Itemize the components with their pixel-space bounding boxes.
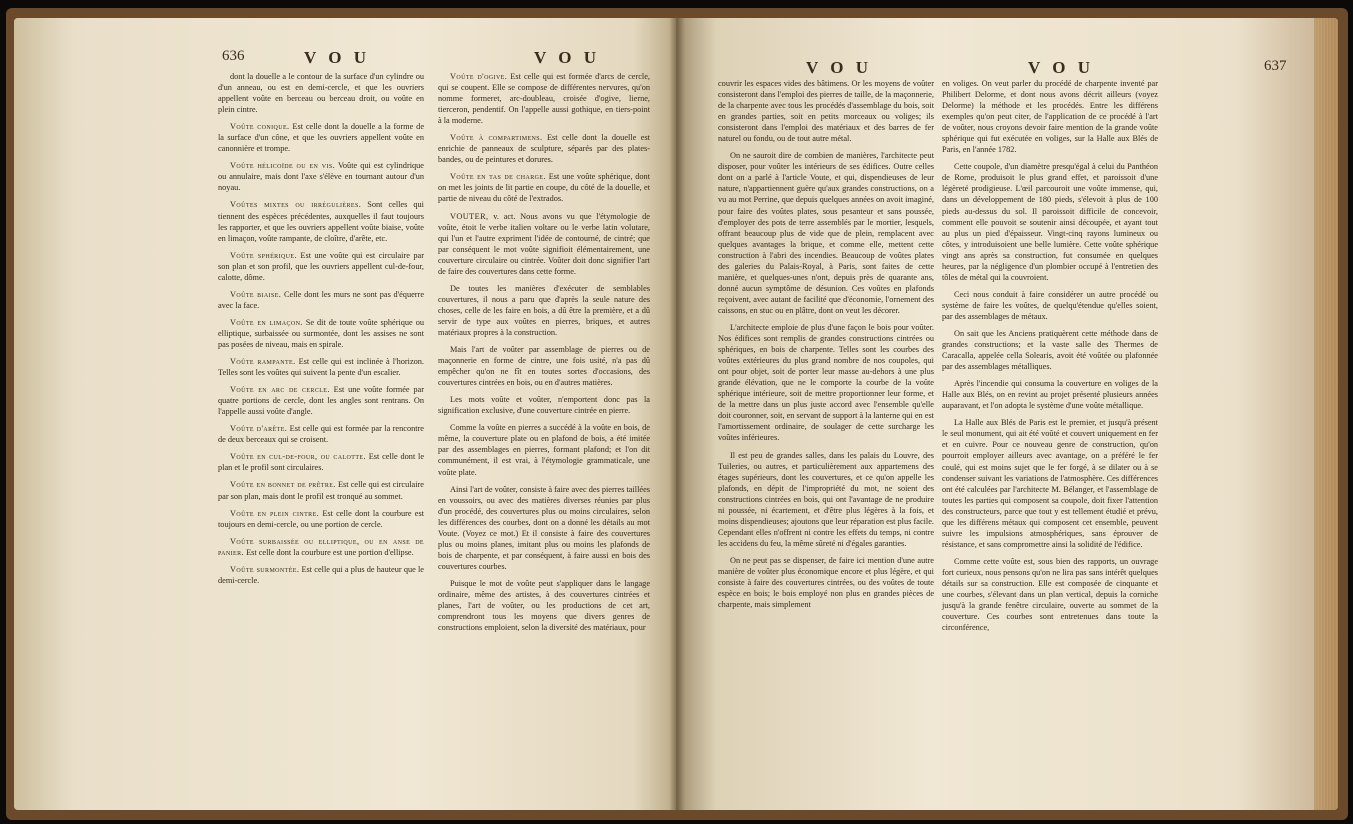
paragraph-text: Comme la voûte en pierres a succédé à la voûte en bois, de même, la couverture plate ou en plafond de bois, a été imitée par des assemblages en pierres, formant plafond; et l'on dit communément, il est vrai, à l'étymologie grammaticale, une voûte plate.	[438, 423, 650, 477]
paragraph-text: On ne sauroit dire de combien de manières, l'architecte peut disposer, pour voûter les intérieurs de ses édifices. Outre celles dont on a parlé à l'article Voute, et qui, dispendieuses de leur nature, n'appartiennent guère qu'aux grandes constructions, on a vu au mot Perrine, que depuis quelques années on avoit imaginé, pour faire des voûtes plates, sous pesanteur et sans poussée, d'employer des pots de terre assemblés par le mortier, lesquels, offrant beaucoup plus de vide que de plein, remplacent avec quelques avantages la brique, et comme elle, mettent cette construction à l'abri des incendies. Beaucoup de voûtes plates des galeries du Palais-Royal, à Paris, sont faites de cette manière, et quelques-unes n'ont, depuis près de quarante ans, donné aucun symptôme de désunion. Ces voûtes en plafonds reçoivent, avec autant de facilité que d'économie, l'ornement des caissons, en stuc ou en plâtre, dont on veut les décorer.	[718, 151, 934, 315]
paragraph-text: On ne peut pas se dispenser, de faire ici mention d'une autre manière de voûter plus économique encore et plus légère, et qui consiste à faire des couvertures cintrées, ou des voûtes de toute espèce en bois; le bois employé non plus en grandes pièces de charpente, mais simplement	[718, 555, 934, 610]
paragraph	[438, 171, 650, 204]
entry-heading: Voûte en limaçon.	[230, 317, 303, 327]
left-column-2	[438, 71, 650, 639]
paragraph	[218, 564, 424, 586]
left-running-head-col1: V O U	[304, 48, 370, 67]
paragraph	[438, 344, 650, 388]
paragraph-text: De toutes les manières d'exécuter de semblables couvertures, il nous a paru que d'après la seule nature des choses, celle de les faire en bois, a dû être la première, et a dû servir de type aux voûtes en pierres, briques, et autres matériaux propres à la construction.	[438, 283, 650, 337]
paragraph-text: Comme cette voûte est, sous bien des rapports, un ouvrage fort curieux, nous pensons qu'on ne lira pas sans intérêt quelques détails sur sa construction. Elle est composée de cinquante et une courbes, s'élevant dans un plan vertical, depuis la corniche jusqu'à la grande fenêtre circulaire, ouverte au sommet de la couverture. Ces courbes sont entretenues dans toute la circonférence,	[942, 556, 1158, 633]
paragraph-text: L'architecte emploie de plus d'une façon le bois pour voûter. Nos édifices sont remplis de grandes constructions cintrées ou sphériques, en bois de charpente. Telles sont les courbes des voûtes extérieures du plus grand nombre de nos coupoles, qui ont pour objet, soit de porter leur masse au-dehors à une plus grande élévation, que ne le comporte la courbe de la voûte sphérique intérieure, soit de mettre proportionner leur forme, et de la mettre dans un plus juste accord avec l'ensemble qu'elle doit couronner, soit, en servant de support à la lanterne qui en est l'amortissement ordinaire, de soulager de cette surcharge les voûtes inférieures.	[718, 322, 934, 443]
paragraph	[218, 536, 424, 558]
paragraph	[218, 199, 424, 243]
paragraph	[942, 378, 1158, 411]
entry-heading: Voûte en tas de charge.	[450, 172, 546, 182]
paragraph-text: Est celle dont la douelle a la forme de la surface d'un cône, et que les ouvriers appellent voûte en canonnière et trompe.	[218, 122, 425, 154]
paragraph-text: couvrir les espaces vides des bâtimens. Or les moyens de voûter consisteront dans l'emploi des pierres de taille, de la maçonnerie, de la charpente avec tous les procédés d'assemblage du bois, soit en grandes parties, soit en petits morceaux ou voliges; ils consisteront dans l'emploi des matériaux et des barres de fer naturel ou fondu, ou de tout autre métal.	[718, 79, 934, 144]
entry-heading: Voûte à compartimens.	[450, 133, 543, 143]
paragraph-text: Est celle dont la courbure est une portion d'ellipse.	[244, 547, 414, 557]
paragraph-text: Est une voûte qui est circulaire par son plan et son profil, que les ouvriers appellent cul-de-four, calotte, dôme.	[218, 250, 424, 282]
paragraph-text: Mais l'art de voûter par assemblage de pierres ou de maçonnerie en forme de cintre, une fois usité, n'a pas dû empêcher qu'on ne fît en toutes sortes d'occasions, des couvertures cintrées en bois, ou en d'autres matières.	[438, 345, 650, 388]
paragraph-text: On sait que les Anciens pratiquèrent cette méthode dans de grandes constructions; et la vaste salle des Thermes de Caracalla, appelée cella Solearis, avoit été voûtée ou plafonnée par des assemblages métalliques.	[942, 328, 1158, 372]
paragraph-text: v. act. Nous avons vu que l'étymologie de voûte, étoit le verbe italien voltare ou le verbe latin volutare, qui l'un et l'autre expriment l'idée de contourné, de cintré; que par conséquent le mot voûte signifioit élémentairement, une couverture circulaire ou cintrée. Voûter doit donc signifier l'art de faire des couvertures dans cette forme.	[438, 211, 650, 276]
right-running-head-col1: V O U	[806, 58, 872, 77]
paragraph	[718, 450, 934, 549]
paragraph	[438, 394, 650, 416]
paragraph-text: Puisque le mot de voûte peut s'appliquer dans le langage ordinaire, même des artistes, à des couvertures cintrées et planes, l'art de voûter, ou les productions de cet art, comprendront tous les moyens que divers genres de constructions emploient, selon la diversité des matériaux, pour	[438, 578, 650, 633]
entry-heading: Voûte surbaissée ou elliptique, ou en anse de panier.	[218, 536, 424, 557]
paragraph-text: Ceci nous conduit à faire considérer un autre procédé ou système de faire les voûtes, de quelqu'étendue qu'elles soient, par des assemblages de métaux.	[942, 289, 1158, 321]
paragraph	[218, 250, 424, 283]
paragraph	[218, 508, 424, 530]
paragraph	[218, 71, 424, 115]
paragraph	[438, 484, 650, 572]
paragraph	[218, 356, 424, 378]
paragraph-text: en voliges. On veut parler du procédé de charpente inventé par Philibert Delorme, et dont nous avons décrit ailleurs (voyez Delorme) la méthode et les procédés. Entre les différens exemples qu'on peut citer, de l'application de ce procédé à l'art de voûter, nous croyons devoir faire mention de la grande voûte sphérique qui fut exécutée en voliges, sur la Halle aux Blés de Paris, en l'année 1782.	[942, 79, 1158, 155]
entry-heading: Voûte en plein cintre.	[230, 508, 320, 518]
paragraph	[218, 384, 424, 417]
paragraph	[942, 78, 1158, 155]
paragraph	[218, 289, 424, 311]
paragraph-text: Voûte qui est cylindrique ou annulaire, mais dont l'axe s'élève en tournant autour d'un noyau.	[218, 161, 424, 193]
left-running-head-col2: V O U	[534, 48, 600, 67]
paragraph	[718, 555, 934, 610]
entry-heading: Voûte en cul-de-four, ou calotte.	[230, 452, 366, 462]
entry-heading: Voûtes mixtes ou irrégulières.	[230, 200, 362, 210]
paragraph	[718, 78, 934, 144]
right-page	[676, 18, 1338, 810]
book-gutter	[669, 18, 685, 810]
entry-heading: Voûte d'arête.	[230, 424, 288, 434]
paragraph-text: Est celle qui est inclinée à l'horizon. Telles sont les voûtes qui suivent la pente d'un escalier.	[218, 357, 424, 378]
entry-heading: Voûte surmontée.	[230, 564, 300, 574]
paragraph-text: Est celle qui est formée d'arcs de cercle, qui se coupent. Elle se compose de différentes nervures, qu'on nomme formeret, arc-doubleau, croisée d'ogive, lierne, tierceron, pendentif. On l'appelle aussi gothique, en tiers-point à la moderne.	[438, 72, 650, 126]
paragraph-text: Cette coupole, d'un diamètre presqu'égal à celui du Panthéon de Rome, produisoit le plus grand effet, et paroissoit d'une légèreté prodigieuse. L'œil parcouroit une voûte immense, qui, dans un développement de 180 pieds, s'élevoit à plus de 100 pieds au-dessus du sol. Il paroissoit difficile de concevoir, comment elle pouvoit se soutenir ainsi découpée, et ayant tout au plus un pied d'épaisseur. Vingt-cinq rayons lumineux ou côtes, y introduisoient une belle lumière. Cette voûte sphérique vingt ans après sa construction, fut consumée en quelques heures, par la négligence d'un plombier occupé à l'entretien des tôles de métal qui la couvroient.	[942, 162, 1158, 282]
paragraph-text: Après l'incendie qui consuma la couverture en voliges de la Halle aux Blés, on en revint au projet présenté plusieurs années auparavant, et l'on adopta le système d'une voûte métallique.	[942, 379, 1158, 411]
entry-heading: Voûte d'ogive.	[450, 72, 508, 81]
paragraph	[942, 289, 1158, 322]
paragraph-text: Sont celles qui tiennent des espèces précédentes, auxquelles il faut toujours les rapporter, et que les ouvriers appellent voûte biaise, voûte en limaçon, voûte rampante, de cloître, d'arête, etc.	[218, 200, 424, 243]
paragraph-text: dont la douelle a le contour de la surface d'un cylindre ou d'un anneau, ou est en demi-cercle, et que les ouvriers appellent voûte en berceau ou berceau droit, ou voûte en plein cintre.	[218, 72, 424, 115]
paragraph	[942, 556, 1158, 633]
paragraph	[218, 160, 424, 193]
paragraph	[218, 423, 424, 445]
paragraph-text: Est celle qui est formée par la rencontre de deux berceaux qui se croisent.	[218, 424, 424, 445]
page-edges	[1314, 18, 1338, 810]
paragraph	[942, 161, 1158, 283]
left-page-number: 636	[222, 48, 245, 64]
paragraph-text: Est celle dont la courbure est toujours en demi-cercle, ou une portion de cercle.	[218, 508, 424, 529]
paragraph-text: Est une voûte sphérique, dont on met les joints de lit partie en coupe, du côté de la douelle, et partie de niveau du côté de l'extrados.	[438, 172, 651, 204]
paragraph-text: Celle dont les murs ne sont pas d'équerre avec la face.	[218, 289, 424, 310]
paragraph	[438, 422, 650, 477]
entry-heading: Voûte conique.	[230, 122, 290, 132]
right-column-1	[718, 78, 934, 616]
paragraph-text: Est celle qui a plus de hauteur que le demi-cercle.	[218, 564, 424, 585]
entry-heading: Voûte rampante.	[230, 357, 296, 367]
paragraph	[438, 283, 650, 338]
left-column-1	[218, 71, 424, 592]
paragraph	[218, 479, 424, 501]
paragraph	[438, 71, 650, 126]
paragraph	[942, 417, 1158, 550]
paragraph	[718, 150, 934, 316]
paragraph-text: Se dit de toute voûte sphérique ou elliptique, surbaissée ou surmontée, dont les assises ne sont pas posées de niveau, mais en spirale.	[218, 317, 425, 349]
right-running-head-col2: V O U	[1028, 58, 1094, 77]
right-column-2	[942, 78, 1158, 639]
paragraph-text: Il est peu de grandes salles, dans les palais du Louvre, des Tuileries, ou autres, et particulièrement aux appartemens des étages supérieurs, dont les couvertures, et ce qu'on appelle les plafonds, en dépit de l'impropriété du mot, ne soient des constructions cintrées en bois, qui ont l'avantage de ne produire ni poussée, ni écartement, et d'être plus légères à la fois, et moins dispendieuses; ajoutons que leur réparation est plus facile. Cependant elles n'offrent ni contre les effets du temps, ni contre les accidens du feu, la même sûreté ni d'égales garanties.	[718, 450, 934, 548]
paragraph	[438, 132, 650, 165]
paragraph-text: Est une voûte formée par quatre portions de cercle, dont les angles sont rentrans. On l'appelle aussi voûte d'angle.	[218, 385, 424, 417]
book-spread	[14, 18, 1338, 810]
entry-heading: Voûte en bonnet de prêtre.	[230, 480, 336, 490]
left-page	[14, 18, 676, 810]
paragraph	[438, 578, 650, 633]
paragraph-text: Est celle dont le plan et le profil sont circulaires.	[218, 452, 425, 473]
right-page-number: 637	[1264, 58, 1287, 74]
entry-heading: Voûte hélicoïde ou en vis.	[230, 161, 336, 171]
paragraph-text: Est celle qui est circulaire par son plan, mais dont le profil est tronqué au sommet.	[218, 480, 424, 501]
paragraph	[718, 322, 934, 444]
paragraph	[218, 317, 424, 350]
entry-heading: VOUTER,	[450, 211, 489, 221]
paragraph-text: Les mots voûte et voûter, n'emportent donc pas la signification exclusive, d'une couverture cintrée en pierre.	[438, 395, 650, 416]
entry-heading: Voûte en arc de cercle.	[230, 385, 330, 395]
paragraph-text: Ainsi l'art de voûter, consiste à faire avec des pierres taillées en voussoirs, ou avec des matières diverses réunies par plus d'un procédé, des couvertures plus ou moins circulaires, selon les différences des courbes, dont on a donné les détails au mot Voute. (Voyez ce mot.) Et il consiste à faire des couvertures plus ou moins planes, imitant plus ou moins les plafonds de bois de charpente, et par conséquent, à faire aussi en bois des couvertures courbes.	[438, 484, 650, 571]
entry-heading: Voûte sphérique.	[230, 250, 297, 260]
paragraph	[218, 121, 424, 154]
paragraph	[218, 451, 424, 473]
paragraph-text: La Halle aux Blés de Paris est le premier, et jusqu'à présent le seul monument, qui ait été voûté et couvert uniquement en fer et en cuivre. Pour ce nouveau genre de construction, qu'on pourroit employer ailleurs avec avantage, on a préféré le fer coulé, qui est moins sujet que le fer forgé, à se dilater ou à se condenser suivant les variations de l'atmosphère. Ces différences ont été calculées par l'architecte M. Bélanger, et l'assemblage de toutes les parties qui composent sa coupole, doit fixer l'attention des constructeurs, parce que tout y est tellement étudié et prévu, que les différens métaux qui composent cet ensemble, peuvent suivre les impulsions atmosphériques, sans éprouver de résistance, et sans compromettre ainsi la solidité de l'édifice.	[942, 418, 1158, 549]
paragraph	[438, 211, 650, 277]
paragraph-text: Est celle dont la douelle est enrichie de panneaux de sculpture, séparés par des plates-bandes, ou de peintures et dorures.	[438, 133, 650, 165]
paragraph	[942, 328, 1158, 372]
entry-heading: Voûte biaise.	[230, 289, 282, 299]
